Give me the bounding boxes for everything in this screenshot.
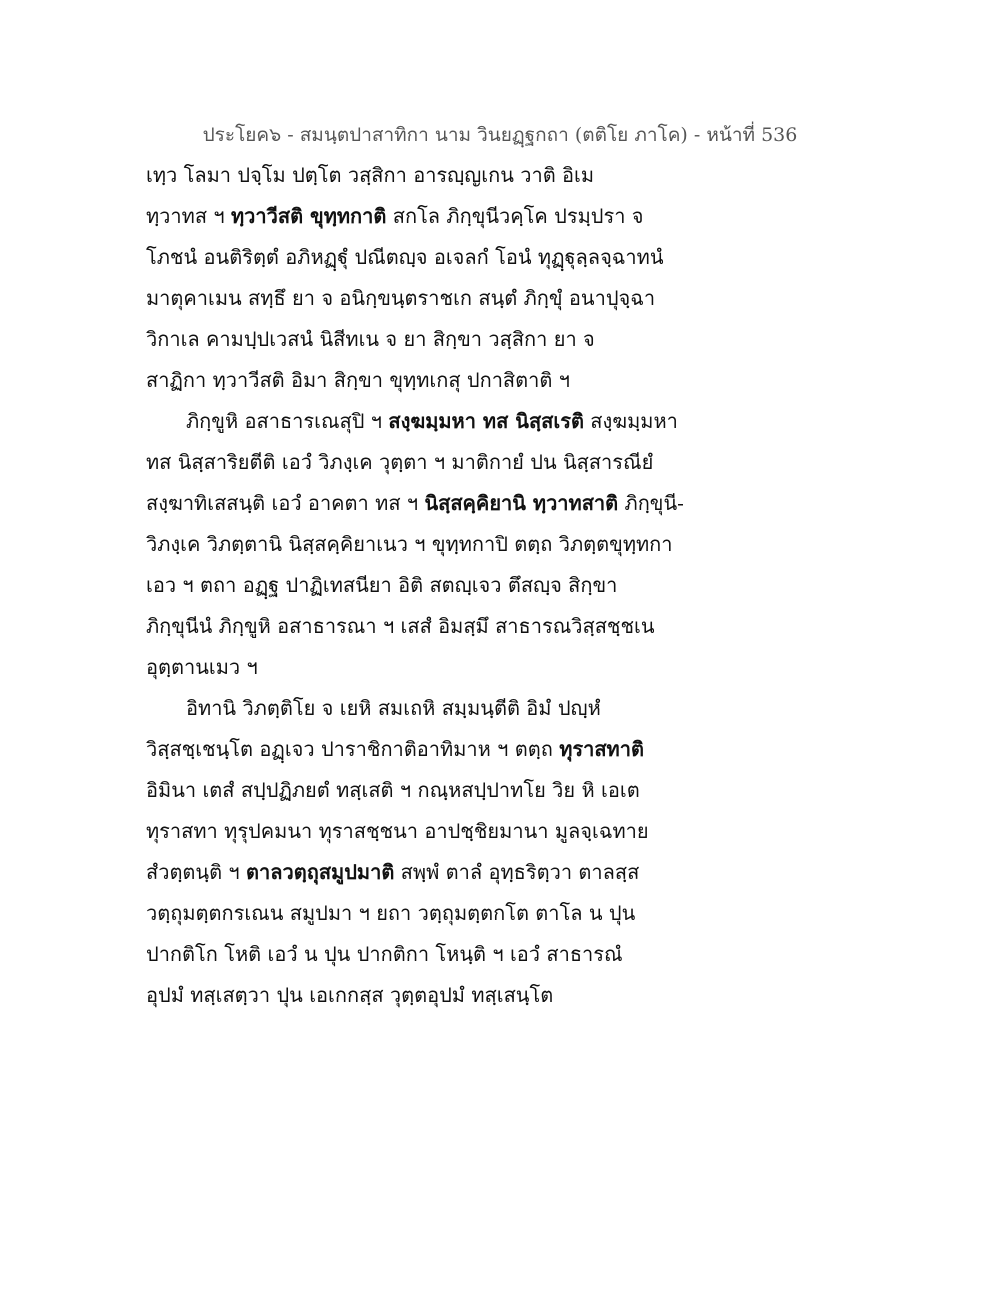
text-segment: ทุราสทา ทุรุปคมนา ทุราสชฺชนา อาปชฺชิยมานา มูลจฺเฉทาย [146,819,649,843]
text-segment: อิทานิ วิภตฺติโย จ เยหิ สมเถหิ สมฺมนฺตีติ อิมํ ปญฺหํ [186,696,601,720]
text-segment: ภิกฺขุนี- [618,491,684,515]
text-line [146,852,706,893]
text-segment: สงฺฆมฺมหา [583,409,678,433]
text-segment: วตฺถุมตฺตกรเณน สมูปมา ฯ ยถา วตฺถุมตฺตกโต ตาโล น ปุน [146,901,636,925]
text-line [146,442,706,483]
body-text [146,155,706,1016]
text-line [146,934,706,975]
text-segment: สงฺฆาทิเสสนฺติ เอวํ อาคตา ทส ฯ [146,491,425,515]
text-segment: วิกาเล คามปฺปเวสนํ นิสีทเน จ ยา สิกฺขา วสฺสิกา ยา จ [146,327,595,351]
text-line [146,565,706,606]
text-segment: ปากติโก โหติ เอวํ น ปุน ปากติกา โหนฺติ ฯ เอวํ สาธารณํ [146,942,623,966]
text-line [146,647,706,688]
bold-term: ตาลวตฺถุสมูปมาติ [246,860,395,884]
text-segment: สาฏิกา ทฺวาวีสติ อิมา สิกฺขา ขุทฺทเกสุ ปกาสิตาติ ฯ [146,368,570,392]
text-line [146,606,706,647]
text-line [146,524,706,565]
text-line [146,893,706,934]
text-line [146,196,706,237]
bold-term: สงฺฆมฺมหา ทส นิสฺสเรติ [388,409,584,433]
text-segment: เอว ฯ ตถา อฏฺฐ ปาฏิเทสนียา อิติ สตญฺเจว ตึสญฺจ สิกฺขา [146,573,618,597]
text-segment: สํวตฺตนฺติ ฯ [146,860,247,884]
text-segment: อิมินา เตสํ สปฺปฏิภยตํ ทสฺเสติ ฯ กณฺหสปฺปาทโย วิย หิ เอเต [146,778,640,802]
text-segment: ทส นิสฺสาริยตีติ เอวํ วิภงฺเค วุตฺตา ฯ มาติกายํ ปน นิสฺสารณียํ [146,450,654,474]
text-line [146,155,706,196]
text-line [146,975,706,1016]
text-segment: ภิกฺขูหิ อสาธารเณสุปิ ฯ [186,409,389,433]
text-segment: โภชนํ อนติริตฺตํ อภิหฏฺฐุํ ปณีตญฺจ อเจลกํ โอนํ ทุฏฺฐุลฺลจฺฉาทนํ [146,245,664,269]
text-line [146,237,706,278]
bold-term: ทุราสทาติ [559,737,644,761]
text-line [146,770,706,811]
text-segment: อุตฺตานเมว ฯ [146,655,258,679]
text-line [146,483,706,524]
text-segment: วิสฺสชฺเชนฺโต อฏฺเจว ปาราชิกาติอาทิมาห ฯ ตตฺถ [146,737,560,761]
text-line [146,278,706,319]
bold-term: นิสฺสคฺคิยานิ ทฺวาทสาติ [424,491,619,515]
text-segment: ภิกฺขุนีนํ ภิกฺขูหิ อสาธารณา ฯ เสสํ อิมสฺมึ สาธารณวิสฺสชฺชเน [146,614,655,638]
text-segment: เทฺว โลมา ปจฺโม ปตฺโต วสฺสิกา อารญฺญเกน วาติ อิเม [146,163,595,187]
page-header: ประโยค๖ - สมนฺตปาสาทิกา นาม วินยฏฺฐกถา (ตติโย ภาโค) - หน้าที่ 536 [202,124,798,146]
text-segment: วิภงฺเค วิภตฺตานิ นิสฺสคฺคิยาเนว ฯ ขุทฺทกาปิ ตตฺถ วิภตฺตขุทฺทกา [146,532,673,556]
text-line [146,811,706,852]
text-line [146,319,706,360]
text-segment: ทฺวาทส ฯ [146,204,231,228]
bold-term: ทฺวาวีสติ ขุทฺทกาติ [230,204,387,228]
paragraph-start-line [146,688,706,729]
text-line [146,729,706,770]
text-segment: มาตุคาเมน สทฺธึ ยา จ อนิกฺขนฺตราชเก สนฺตํ ภิกฺขุํ อนาปุจฺฉา [146,286,656,310]
text-segment: สพฺพํ ตาลํ อุทฺธริตฺวา ตาลสฺส [394,860,640,884]
text-segment: สกโล ภิกฺขุนีวคฺโค ปรมฺปรา จ [386,204,644,228]
paragraph-start-line [146,401,706,442]
text-line [146,360,706,401]
text-segment: อุปมํ ทสฺเสตฺวา ปุน เอเกกสฺส วุตฺตอุปมํ ทสฺเสนฺโต [146,983,554,1007]
